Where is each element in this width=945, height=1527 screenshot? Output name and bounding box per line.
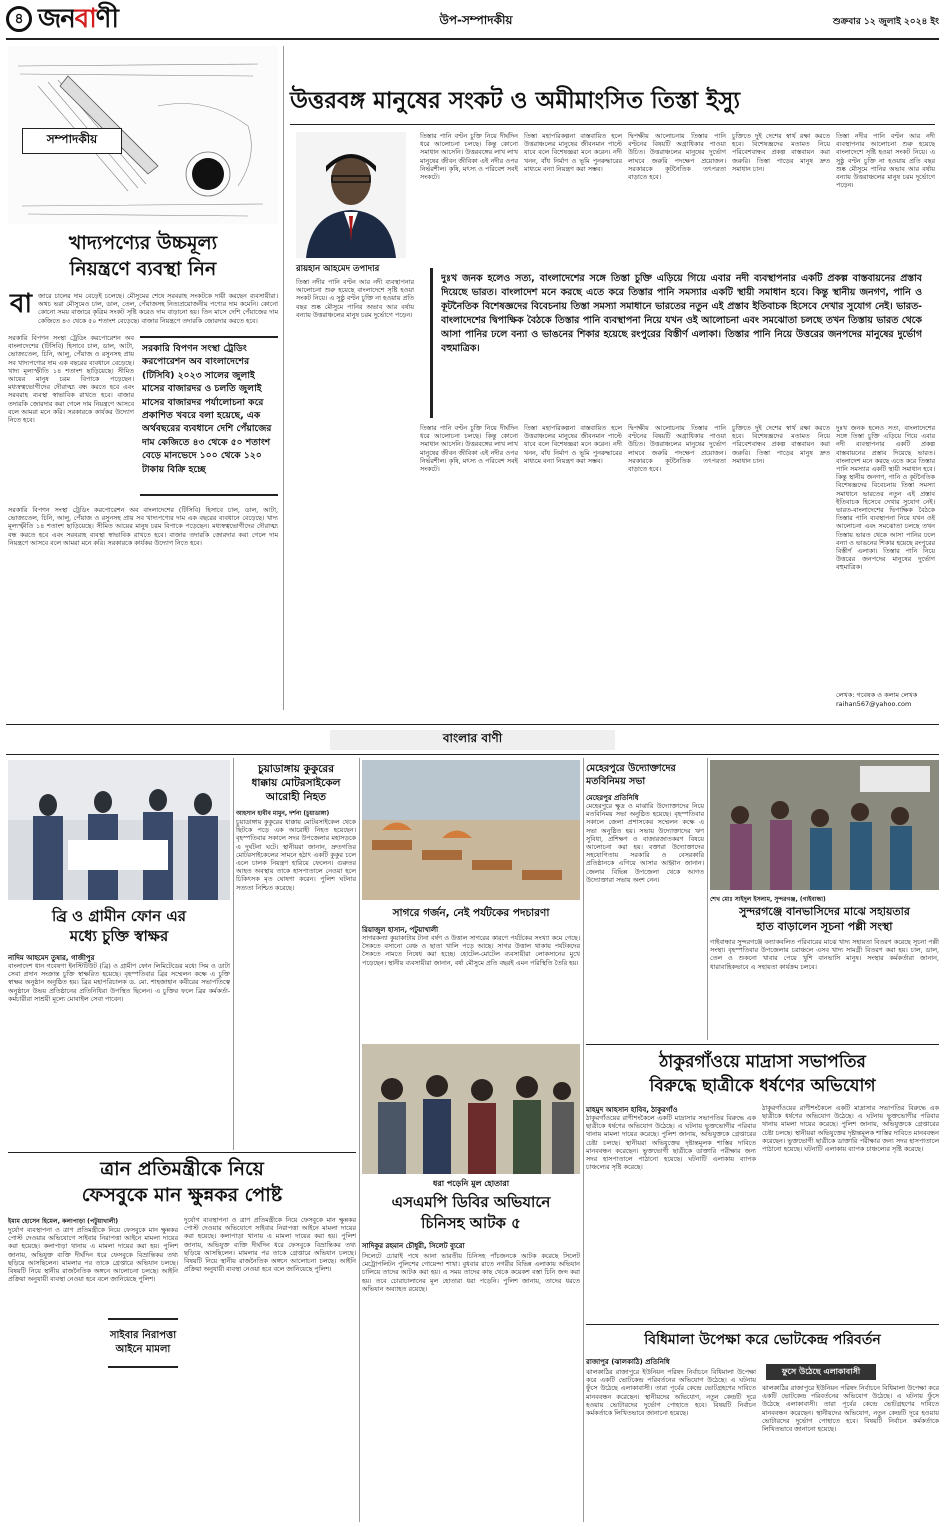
story5-headline-line2: হাত বাড়ালেন সূচনা পল্লী সংস্থা [756,920,893,933]
story2-headline-line2: ধাক্কায় মোটরসাইকেল [251,777,341,789]
section-title: উপ-সম্পাদকীয় [439,13,513,27]
story7-headline-line2: ফেসবুকে মান ক্ষুন্নকর পোষ্ট [81,1184,283,1206]
story3-headline: সাগরে গর্জন, নেই পর্যটকের পদচারণা [392,907,550,919]
story6-headline [586,1050,939,1098]
author-portrait-icon [296,132,406,258]
editorial-body-bottom: সরকারি বিপণন সংস্থা ট্রেডিং করপোরেশন অব বাংলাদেশের (টিসিবি) হিসাবে চাল, ডাল, আটা, ভোজ্যতেল, চিনি, আলু, পেঁয়াজ ও রসুনসহ প্রায় সব খাদ্যপণ্যের দাম এক বছরের ব্যবধানে বেড়েছে। খাদ্য মূল্যস্ফীতি ১৪ শতাংশ ছাড়িয়েছে। সীমিত আয়ের মানুষ চরম বিপাকে পড়েছেন। মধ্যস্বত্বভোগীদের দৌরাত্ম্য বন্ধ করতে হবে এবং সরবরাহ ব্যবস্থা স্বাভাবিক রাখতে হবে। বাজার তদারকি জোরদার করা গেলে দাম নিয়ন্ত্রণে আসবে বলে আমরা মনে করি। সরকারকে কার্যকর উদ্যোগ নিতে হবে। [8,506,278,547]
feature-col2: তিস্তার পানি বণ্টন চুক্তি নিয়ে দীর্ঘদিন ধরে আলোচনা চলছে। কিন্তু কোনো সমাধান আসেনি। উত্তরবঙ্গের লাখ লাখ মানুষের জীবন জীবিকা এই নদীর ওপর নির্ভরশীল। কৃষি, মৎস্য ও পরিবেশ সবই সংকটে। [420,132,518,182]
story4-body: মেহেরপুরে ক্ষুদ্র ও মাঝারি উদ্যোক্তাদের নিয়ে মতবিনিময় সভা অনুষ্ঠিত হয়েছে। বৃহস্পতিবার সকালে জেলা প্রশাসকের সম্মেলন কক্ষে এ সভা অনুষ্ঠিত হয়। সভায় উদ্যোক্তাদের ঋণ সুবিধা, প্রশিক্ষণ ও বাজারজাতকরণ বিষয়ে আলোচনা করা হয়। বক্তারা উদ্যোক্তাদের সহযোগিতায় সরকারি ও বেসরকারি প্রতিষ্ঠানকে এগিয়ে আসার আহ্বান জানান। জেলার বিভিন্ন উপজেলা থেকে আগত উদ্যোক্তারা সভায় অংশ নেন। [586,802,704,884]
story8-headline-line1: এসএমপি ডিবির অভিযানে [391,1193,551,1211]
relief-photo-icon [710,760,939,890]
story5-byline: শেখ মোঃ সাইদুল ইসলাম, সুন্দরগঞ্জ, (গাইবান্ধা) [710,896,826,903]
story7-body-left: দুর্যোগ ব্যবস্থাপনা ও ত্রাণ প্রতিমন্ত্রীকে নিয়ে ফেসবুকে মান ক্ষুন্নকর পোস্ট দেওয়ার অভিযোগে সাইবার নিরাপত্তা আইনে মামলা দায়ের করা হয়েছে। কলাপাড়া থানায় এ মামলা দায়ের করা হয়। পুলিশ জানায়, অভিযুক্ত ব্যক্তি দীর্ঘদিন ধরে ফেসবুকে বিভ্রান্তিকর তথ্য ছড়িয়ে আসছিলেন। মামলার পর তাকে গ্রেপ্তারে অভিযান চলছে। বিষয়টি নিয়ে স্থানীয় রাজনৈতিক অঙ্গনে আলোচনা চলছে। আইনি প্রক্রিয়া অনুযায়ী ব্যবস্থা নেওয়া হবে বলে জানিয়েছে পুলিশ। [8,1226,178,1284]
story5-body: গাইবান্ধার সুন্দরগঞ্জে বন্যাকবলিত পরিবারের মাঝে খাদ্য সহায়তা বিতরণ করেছে সূচনা পল্লী সংস্থা। বৃহস্পতিবার উপজেলার চরাঞ্চলে এসব খাদ্য সামগ্রী বিতরণ করা হয়। চাল, ডাল, তেল ও শুকনো খাবার পেয়ে খুশি বানভাসি মানুষ। সংস্থার কর্মকর্তারা জানান, ধারাবাহিকভাবে এ সহায়তা কার্যক্রম চলবে। [710,938,939,971]
editorial-lead: জারে চালের দাম বেড়েই চলেছে। মৌসুমের শেষে সরবরাহ সংকটকে দায়ী করছেন ব্যবসায়ীরা। অথচ ভরা মৌসুমেও চাল, ডাল, তেল, পেঁয়াজসহ নিত্যপ্রয়োজনীয় পণ্যের দাম কমেনি। কোনো কোনো সময় বাজারে কৃত্রিম সংকট সৃষ্টি করেও দাম বাড়ানো হয়। তিন মাসে দেশি পেঁয়াজের দাম কেজিতে ৪৩ থেকে ৫০ শতাংশ বেড়েছে। বাজার নিয়ন্ত্রণে তদারকি জোরদার করতে হবে। [38,292,278,325]
brand-right: াণী [95,4,118,34]
story3-photo [362,760,580,900]
story6-headline-line1: ঠাকুরগাঁওয়ে মাদ্রাসা সভাপতির [659,1052,866,1072]
editorial-headline-line1: খাদ্যপণ্যের উচ্চমূল্য [68,232,218,254]
story7-callout-text: সাইবার নিরাপত্তা আইনে মামলা [109,1330,177,1355]
author-photo [296,132,406,258]
brand-mid: ব [74,4,96,34]
brand-left: জন [38,4,75,34]
brand-logo [38,4,118,34]
story2-headline-line1: চুয়াডাঙ্গায় কুকুরের [258,763,334,775]
feature-author-email: raihan567@yahoo.com [836,700,912,708]
story5-headline [710,904,939,934]
story2-headline [236,762,356,804]
section-banner [330,730,615,750]
story8-headline-line2: চিনিসহ আটক ৫ [421,1214,521,1232]
feature-pullquote [430,268,930,418]
story3-body: সাগরকন্যা কুয়াকাটায় টানা বর্ষণ ও উত্তাল সাগরের কারণে পর্যটকের সংখ্যা কমে গেছে। সৈকতে বসানো বেঞ্চ ও ছাতা খালি পড়ে আছে। সাগর উত্তাল থাকায় পর্যটকদের সৈকতে নামতে নিষেধ করা হচ্ছে। হোটেল-মোটেল ব্যবসায়ীরা লোকসানের মুখে পড়েছেন। স্থানীয় ব্যবসায়ীরা জানান, বর্ষা মৌসুমে প্রতি বছরই এমন পরিস্থিতি তৈরি হয়। [362,934,580,967]
column-divider [283,46,284,710]
story4-headline-line2: মতবিনিময় সভা [586,776,646,787]
editorial-headline-line2: নিয়ন্ত্রণে ব্যবস্থা নিন [69,258,217,280]
story4-byline: মেহেরপুর প্রতিনিধি [586,794,639,802]
editorial-label: সম্পাদকীয় [46,132,98,146]
issue-date: শুক্রবার ১২ জুলাই ২০২৪ ইং [832,17,939,27]
feature-col6: তিস্তা নদীর পানি বণ্টন আর নদী ব্যবস্থাপনার আলোচনা শুরু হয়েছে বাংলাদেশে সৃষ্টি হওয়া সংকট নিয়ে। এ সুষ্ঠু বণ্টন চুক্তি না হওয়ায় প্রতি বছর শুষ্ক মৌসুমে পানির অভাব আর বর্ষায় বন্যায় উত্তরাঞ্চলের মানুষ চরম দুর্ভোগে পড়েন। [836,132,935,190]
story9-body-left: ঝালকাঠির রাজাপুরে ইউনিয়ন পরিষদ নির্বাচনে বিধিমালা উপেক্ষা করে একটি ভোটকেন্দ্র পরিবর্তনের অভিযোগ উঠেছে। এ ঘটনায় ফুঁসে উঠেছে এলাকাবাসী। তারা পূর্বের কেন্দ্রে ভোটগ্রহণের দাবিতে মানববন্ধন করেছেন। স্থানীয়দের অভিযোগ, নতুন কেন্দ্রটি দূরে হওয়ায় ভোটারদের দুর্ভোগ পোহাতে হবে। বিষয়টি নির্বাচন কর্মকর্তাকে লিখিতভাবে জানানো হয়েছে। [586,1368,756,1418]
feature-headline: উত্তরবঙ্গ মানুষের সংকট ও অমীমাংসিত তিস্তা ইস্যু [290,88,741,114]
story6-body-right: ঠাকুরগাঁওয়ের রাণীশংকৈলে একটি মাদ্রাসার সভাপতির বিরুদ্ধে এক ছাত্রীকে ধর্ষণের অভিযোগ উঠেছে। এ ঘটনায় ভুক্তভোগীর পরিবার থানায় মামলা দায়ের করেছে। পুলিশ জানায়, অভিযুক্তকে গ্রেপ্তারের চেষ্টা চলছে। স্থানীয়রা অভিযুক্তের দৃষ্টান্তমূলক শাস্তির দাবিতে মানববন্ধন করেছেন। ভুক্তভোগী ছাত্রীকে ডাক্তারি পরীক্ষার জন্য সদর হাসপাতালে পাঠানো হয়েছে। ঘটনাটি এলাকায় ব্যাপক চাঞ্চল্যের সৃষ্টি করেছে। [762,1104,939,1154]
page-number-text: ৪ [14,11,24,27]
divider-d [707,758,708,1040]
story6-rule [586,1044,939,1045]
feature-pullquote-text: দুঃখ জনক হলেও সত্য, বাংলাদেশের সঙ্গে তিস্তা চুক্তি এড়িয়ে গিয়ে এবার নদী ব্যবস্থাপনার একটি প্রকল্প বাস্তবায়নের প্রস্তাব দিয়েছে ভারত। বাংলাদেশ মনে করছে এতে করে তিস্তার পানি সমস্যার একটি স্থায়ী সমাধান হবে। কিন্তু স্থানীয় জনগণ, পানি ও কূটনৈতিক বিশেষজ্ঞদের বিবেচনায় তিস্তা সমস্যা সমাধানে ভারতের নতুন এই প্রস্তাব ইতিবাচক হিসেবে দেখার সুযোগ নেই। ভারত-বাংলাদেশের দ্বিপাক্ষিক বৈঠকে তিস্তার পানি ব্যবস্থাপনা নিয়ে যখন ওই আলোচনা এবং সমঝোতা চলছে তখন তিস্তায় ভারত থেকে আসা পানির ঢলে বন্যা ও ভাঙনের শিকার হয়েছে রংপুরের বিস্তীর্ণ এলাকা। তিস্তার পানি নিয়ে উত্তরের জনপদের মানুষের দুর্ভোগ বহুমাত্রিক। [441,273,922,354]
feature-col3: তিস্তা মহাপরিকল্পনা বাস্তবায়িত হলে উত্তরাঞ্চলের মানুষের জীবনমান পাল্টে যাবে বলে বিশেষজ্ঞরা মনে করেন। নদী খনন, বাঁধ নির্মাণ ও ভূমি পুনরুদ্ধারের মাধ্যমে বন্যা নিয়ন্ত্রণ করা সম্ভব। [524,132,622,173]
story8-headline [362,1192,580,1234]
author-name: রায়হান আহমেদ তপাদার [296,264,380,274]
story6-byline: মাহমুদ আহসান হাবিব, ঠাকুরগাঁও [586,1106,678,1114]
divider-c [583,758,584,1522]
section-rule-top [6,724,939,725]
story8-body: সিলেটে চোরাই পথে আনা ভারতীয় চিনিসহ পাঁচজনকে আটক করেছে সিলেট মেট্রোপলিটন পুলিশের গোয়েন্দা শাখা। বুধবার রাতে নগরীর বিভিন্ন এলাকায় অভিযান চালিয়ে তাদের আটক করা হয়। এ সময় তাদের কাছ থেকে কয়েকশ বস্তা চিনি জব্দ করা হয়। তবে চোরাচালানের মূল হোতারা ধরা পড়েনি। পুলিশ জানায়, তাদের ধরতে অভিযান অব্যাহত রয়েছে। [362,1252,580,1293]
editorial-body-left: সরকারি বিপণন সংস্থা ট্রেডিং করপোরেশন অব বাংলাদেশের (টিসিবি) হিসাবে চাল, ডাল, আটা, ভোজ্যতেল, চিনি, আলু, পেঁয়াজ ও রসুনসহ প্রায় সব খাদ্যপণ্যের দাম এক বছরের ব্যবধানে বেড়েছে। খাদ্য মূল্যস্ফীতি ১৪ শতাংশ ছাড়িয়েছে। সীমিত আয়ের মানুষ চরম বিপাকে পড়েছেন। মধ্যস্বত্বভোগীদের দৌরাত্ম্য বন্ধ করতে হবে এবং সরবরাহ ব্যবস্থা স্বাভাবিক রাখতে হবে। বাজার তদারকি জোরদার করা গেলে দাম নিয়ন্ত্রণে আসবে বলে আমরা মনে করি। সরকারকে কার্যকর উদ্যোগ নিতে হবে। [8,334,134,425]
divider-a [233,758,234,1150]
feature-col6-b: দুঃখ জনক হলেও সত্য, বাংলাদেশের সঙ্গে তিস্তা চুক্তি এড়িয়ে গিয়ে এবার নদী ব্যবস্থাপনার একটি প্রকল্প বাস্তবায়নের প্রস্তাব দিয়েছে ভারত। বাংলাদেশ মনে করছে এতে করে তিস্তার পানি সমস্যার একটি স্থায়ী সমাধান হবে। কিন্তু স্থানীয় জনগণ, পানি ও কূটনৈতিক বিশেষজ্ঞদের বিবেচনায় তিস্তা সমস্যা সমাধানে ভারতের নতুন এই প্রস্তাব ইতিবাচক হিসেবে দেখার সুযোগ নেই। ভারত-বাংলাদেশের দ্বিপাক্ষিক বৈঠকে তিস্তার পানি ব্যবস্থাপনা নিয়ে যখন ওই আলোচনা এবং সমঝোতা চলছে তখন তিস্তায় ভারত থেকে আসা পানির ঢলে বন্যা ও ভাঙনের শিকার হয়েছে রংপুরের বিস্তীর্ণ এলাকা। তিস্তার পানি নিয়ে উত্তরের জনপদের মানুষের দুর্ভোগ বহুমাত্রিক। [836,424,935,572]
story7-body-right: দুর্যোগ ব্যবস্থাপনা ও ত্রাণ প্রতিমন্ত্রীকে নিয়ে ফেসবুকে মান ক্ষুন্নকর পোস্ট দেওয়ার অভিযোগে সাইবার নিরাপত্তা আইনে মামলা দায়ের করা হয়েছে। কলাপাড়া থানায় এ মামলা দায়ের করা হয়। পুলিশ জানায়, অভিযুক্ত ব্যক্তি দীর্ঘদিন ধরে ফেসবুকে বিভ্রান্তিকর তথ্য ছড়িয়ে আসছিলেন। মামলার পর তাকে গ্রেপ্তারে অভিযান চলছে। বিষয়টি নিয়ে স্থানীয় রাজনৈতিক অঙ্গনে আলোচনা চলছে। আইনি প্রক্রিয়া অনুযায়ী ব্যবস্থা নেওয়া হবে বলে জানিয়েছে পুলিশ। [184,1216,356,1274]
story1-byline: নাদিম আহমেদ তুষার, গাজীপুর [8,954,95,962]
masthead-rule [6,38,939,40]
story6-body-left: ঠাকুরগাঁওয়ের রাণীশংকৈলে একটি মাদ্রাসার সভাপতির বিরুদ্ধে এক ছাত্রীকে ধর্ষণের অভিযোগ উঠেছে। এ ঘটনায় ভুক্তভোগীর পরিবার থানায় মামলা দায়ের করেছে। পুলিশ জানায়, অভিযুক্তকে গ্রেপ্তারের চেষ্টা চলছে। স্থানীয়রা অভিযুক্তের দৃষ্টান্তমূলক শাস্তির দাবিতে মানববন্ধন করেছেন। ভুক্তভোগী ছাত্রীকে ডাক্তারি পরীক্ষার জন্য সদর হাসপাতালে পাঠানো হয়েছে। ঘটনাটি এলাকায় ব্যাপক চাঞ্চল্যের সৃষ্টি করেছে। [586,1114,756,1172]
section-rule-bottom [6,754,939,755]
story1-headline-line1: ব্রি ও গ্রামীন ফোন এর [51,907,187,925]
story9-headline: বিধিমালা উপেক্ষা করে ভোটকেন্দ্র পরিবর্তন [644,1332,881,1348]
feature-col2-b: তিস্তার পানি বণ্টন চুক্তি নিয়ে দীর্ঘদিন ধরে আলোচনা চলছে। কিন্তু কোনো সমাধান আসেনি। উত্তরবঙ্গের লাখ লাখ মানুষের জীবন জীবিকা এই নদীর ওপর নির্ভরশীল। কৃষি, মৎস্য ও পরিবেশ সবই সংকটে। [420,424,518,474]
feature-col3-b: তিস্তা মহাপরিকল্পনা বাস্তবায়িত হলে উত্তরাঞ্চলের মানুষের জীবনমান পাল্টে যাবে বলে বিশেষজ্ঞরা মনে করেন। নদী খনন, বাঁধ নির্মাণ ও ভূমি পুনরুদ্ধারের মাধ্যমে বন্যা নিয়ন্ত্রণ করা সম্ভব। [524,424,622,465]
story4-headline [586,762,704,788]
story9-rule [586,1324,939,1325]
story8-caption: ধরা পড়েনি মুল হোতারা [432,1179,510,1188]
story6-headline-line2: বিরুদ্ধে ছাত্রীকে ধর্ষণের অভিযোগ [649,1076,876,1096]
signing-photo-icon [8,760,230,900]
masthead [6,4,939,36]
feature-author-footer: লেখক: গবেষক ও কলাম লেখক [836,691,918,699]
feature-col4: দ্বিপক্ষীয় আলোচনায় তিস্তার পানি বণ্টনের বিষয়টি অগ্রাধিকার পাওয়া উচিত। উত্তরাঞ্চলের মানুষের দুর্ভোগ লাঘবে জরুরি পদক্ষেপ প্রয়োজন। সরকারকে কূটনৈতিক তৎপরতা বাড়াতে হবে। [628,132,726,182]
story2-byline: আহসান হাবীব মামুন, দর্শনা (চুয়াডাঙ্গা) [236,810,330,817]
divider-b [359,758,360,1522]
story1-headline-line2: মধ্যে চুক্তি স্বাক্ষর [69,927,169,945]
feature-col5: চুক্তিতে দুই দেশের স্বার্থ রক্ষা করতে হবে। বিশেষজ্ঞদের মতামত নিয়ে পরিবেশবান্ধব প্রকল্প বাস্তবায়ন করা জরুরি। তিস্তা পাড়ের মানুষ দ্রুত সমাধান চান। [732,132,830,173]
story3-byline: রিয়াজুল হাসান, পটুয়াখালী [362,926,439,934]
story8-photo [362,1044,580,1174]
story5-photo [710,760,939,890]
editorial-headline [8,230,278,282]
story9-body-right: ঝালকাঠির রাজাপুরে ইউনিয়ন পরিষদ নির্বাচনে বিধিমালা উপেক্ষা করে একটি ভোটকেন্দ্র পরিবর্তনের অভিযোগ উঠেছে। এ ঘটনায় ফুঁসে উঠেছে এলাকাবাসী। তারা পূর্বের কেন্দ্রে ভোটগ্রহণের দাবিতে মানববন্ধন করেছেন। স্থানীয়দের অভিযোগ, নতুন কেন্দ্রটি দূরে হওয়ায় ভোটারদের দুর্ভোগ পোহাতে হবে। বিষয়টি নির্বাচন কর্মকর্তাকে লিখিতভাবে জানানো হয়েছে। [762,1384,939,1434]
feature-col4-b: দ্বিপক্ষীয় আলোচনায় তিস্তার পানি বণ্টনের বিষয়টি অগ্রাধিকার পাওয়া উচিত। উত্তরাঞ্চলের মানুষের দুর্ভোগ লাঘবে জরুরি পদক্ষেপ প্রয়োজন। সরকারকে কূটনৈতিক তৎপরতা বাড়াতে হবে। [628,424,726,474]
editorial-callout-text: সরকারি বিপণন সংস্থা ট্রেডিং করপোরেশন অব বাংলাদেশের (টিসিবি) ২০২৩ সালের জুলাই মাসের বাজারদর ও চলতি জুলাই মাসের বাজারদর পর্যালোচনা করে প্রকাশিত খবরে বলা হয়েছে, এক অর্থবছরের ব্যবধানে দেশি পেঁয়াজের দাম কেজিতে ৪৩ থেকে ৫০ শতাংশ বেড়ে মানভেদে ১০০ থেকে ১২০ টাকায় বিক্রি হচ্ছে [142,343,272,475]
editorial-callout [140,336,278,496]
editorial-sketch [8,46,278,224]
story7-headline-line1: ত্রান প্রতিমন্ত্রীকে নিয়ে [100,1158,264,1180]
story7-byline: ইমাম হোসেন হিমেল, কলাপাড়া (পটুয়াখালী) [8,1218,119,1225]
story9-byline: রাজাপুর (ঝালকাঠি) প্রতিনিধি [586,1358,670,1366]
story1-body: বাংলাদেশ ধান গবেষণা ইনস্টিটিউট (ব্রি) ও গ্রামীণ ফোন লিমিটেডের মধ্যে সিম ও ডাটা সেবা প্রদান সংক্রান্ত চুক্তি স্বাক্ষরিত হয়েছে। বৃহস্পতিবার ব্রির সম্মেলন কক্ষে এ চুক্তি স্বাক্ষর অনুষ্ঠান অনুষ্ঠিত হয়। ব্রির মহাপরিচালক ড. মো. শাহজাহান কবীরের সভাপতিত্বে অনুষ্ঠানে উভয় প্রতিষ্ঠানের প্রতিনিধিরা উপস্থিত ছিলেন। এ চুক্তির ফলে ব্রির কর্মকর্তা-কর্মচারীরা সাশ্রয়ী মূল্যে মোবাইল সেবা পাবেন। [8,962,230,1003]
story2-headline-line3: আরোহী নিহত [265,791,327,803]
page-number [6,6,32,32]
story1-photo [8,760,230,900]
editorial-dropcap: বা [10,289,33,319]
story2-body: চুয়াডাঙ্গায় কুকুরের ধাক্কায় মোটরসাইকেল থেকে ছিটকে পড়ে এক আরোহী নিহত হয়েছেন। বৃহস্পতিবার সকালে সদর উপজেলার মহাসড়কে এ দুর্ঘটনা ঘটে। স্থানীয়রা জানান, দ্রুতগতির মোটরসাইকেলের সামনে হঠাৎ একটি কুকুর চলে এলে চালক নিয়ন্ত্রণ হারিয়ে ফেলেন। গুরুতর আহত অবস্থায় তাকে হাসপাতালে নেওয়া হলে চিকিৎসক মৃত ঘোষণা করেন। পুলিশ ঘটনার সত্যতা নিশ্চিত করেছে। [236,818,356,892]
feature-col1: তিস্তা নদীর পানি বণ্টন আর নদী ব্যবস্থাপনার আলোচনা শুরু হয়েছে বাংলাদেশে সৃষ্টি হওয়া সংকট নিয়ে। এ সুষ্ঠু বণ্টন চুক্তি না হওয়ায় প্রতি বছর শুষ্ক মৌসুমে পানির অভাব আর বর্ষায় বন্যায় উত্তরাঞ্চলের মানুষ চরম দুর্ভোগে পড়েন। [296,278,414,319]
arrest-photo-icon [362,1044,580,1174]
feature-col5-b: চুক্তিতে দুই দেশের স্বার্থ রক্ষা করতে হবে। বিশেষজ্ঞদের মতামত নিয়ে পরিবেশবান্ধব প্রকল্প বাস্তবায়ন করা জরুরি। তিস্তা পাড়ের মানুষ দ্রুত সমাধান চান। [732,424,830,465]
section-banner-text: বাংলার বাণী [442,731,503,745]
story1-headline [8,906,230,946]
story7-callout [108,1318,178,1368]
story8-byline: সাদিকুর রহমান চৌধুরী, সিলেট ব্যুরো [362,1242,465,1250]
story7-headline [8,1156,356,1208]
feature-headline-rule [290,124,935,125]
story5-headline-line1: সুন্দরগঞ্জে বানভাসিদের মাঝে সহায়তার [739,905,910,918]
beach-photo-icon [362,760,580,900]
editorial-label-box [22,128,122,154]
story7-rule [8,1152,356,1153]
story4-headline-line1: মেহেরপুরে উদ্যোক্তাদের [586,763,676,774]
story9-tag-text: ফুসে উঠেছে এলাকাবাসী [781,1366,861,1376]
story9-tag [766,1364,876,1380]
